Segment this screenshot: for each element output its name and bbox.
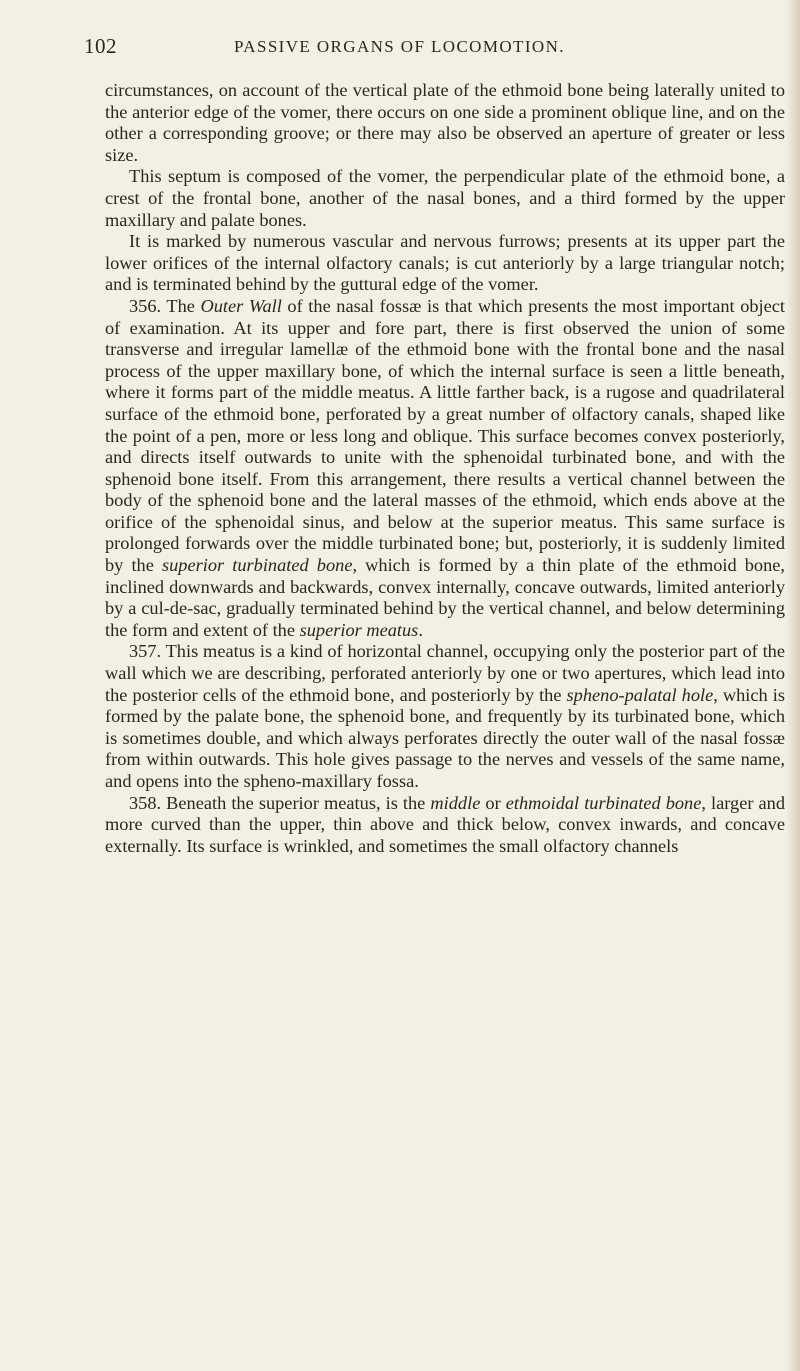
page-header — [84, 34, 764, 62]
text-run: or — [480, 792, 506, 813]
text-run: , larger and more curved than the upper, thin above and thick below, convex inwards, and concave externally. Its surface is wrinkled, and sometimes the small olfactory channels — [105, 792, 786, 856]
text-run: 357. This meatus is a kind of horizontal channel, occupying only the posterior part of the wall which we are describing, perforated anteriorly by one or two apertures, which lead into the posterior cells of the ethmoid bone, and posteriorly by the — [105, 641, 785, 705]
text-run: 358. Beneath the superior meatus, is the — [129, 792, 431, 813]
paragraph-continuation — [105, 80, 785, 166]
text-run: . — [418, 619, 423, 640]
page-edge-shadow — [786, 0, 800, 1371]
paragraph-356-outer-wall — [105, 296, 785, 642]
body-text — [105, 80, 785, 857]
italic-term-outer-wall: Outer Wall — [200, 295, 282, 316]
italic-term-middle: middle — [430, 792, 481, 813]
paragraph-septum-composition — [105, 166, 785, 231]
italic-term-superior-meatus: superior meatus — [299, 619, 419, 640]
paragraph-357-meatus — [105, 641, 785, 792]
text-run: circumstances, on account of the vertical plate of the ethmoid bone being laterally united to the anterior edge of the vomer, there occurs on one side a prominent oblique line, and on the other a corresponding groove; or there may also be observed an aperture of greater or less size. — [105, 80, 785, 165]
text-run: This septum is composed of the vomer, the perpendicular plate of the ethmoid bone, a crest of the frontal bone, another of the nasal bones, and a third formed by the upper maxillary and palate bones. — [105, 166, 785, 230]
running-head-title: PASSIVE ORGANS OF LOCOMOTION. — [234, 37, 565, 56]
text-run: It is marked by numerous vascular and nervous furrows; presents at its upper part the lower orifices of the internal olfactory canals; is cut anteriorly by a large triangular notch; and is terminated behind by the guttural edge of the vomer. — [105, 231, 785, 295]
text-run: of the nasal fossæ is that which presents the most important object of examination. At its upper and fore part, there is first observed the union of some transverse and irregular lamellæ of the ethmoid bone with the frontal bone and the nasal process of the upper maxillary bone, of which the internal surface is seen a little beneath, where it forms part of the middle meatus. A little farther back, is a rugose and quadrilateral surface of the ethmoid bone, perforated by a great number of olfactory canals, shaped like the point of a pen, more or less long and oblique. This surface becomes convex posteriorly, and directs itself outwards to unite with the sphenoidal turbinated bone, and with the sphenoid bone itself. From this arrangement, there results a vertical channel between the body of the sphenoid bone and the lateral masses of the ethmoid, which ends above at the orifice of the sphenoidal sinus, and below at the superior meatus. This same surface is prolonged forwards over the middle turbinated bone; but, posteriorly, it is suddenly limited by the — [105, 295, 786, 576]
italic-term-superior-turbinated-bone: superior turbinated bone — [161, 555, 353, 576]
text-run: 356. The — [129, 295, 201, 316]
italic-term-spheno-palatal-hole: spheno-palatal hole — [566, 684, 714, 705]
paragraph-358-middle-turbinated — [105, 793, 785, 858]
text-run: , which is formed by the palate bone, the sphenoid bone, and frequently by its turbinated bone, which is sometimes double, and which always perforates directly the outer wall of the nasal fossæ from within outwards. This hole gives passage to the nerves and vessels of the same name, and opens into the spheno-maxillary fossa. — [105, 684, 785, 791]
page-number: 102 — [84, 34, 117, 58]
paragraph-septum-furrows — [105, 231, 785, 296]
italic-term-ethmoidal-turbinated-bone: ethmoidal turbinated bone — [505, 792, 702, 813]
text-run: , which is formed by a thin plate of the ethmoid bone, inclined downwards and backwards, convex internally, concave outwards, limited anteriorly by a cul-de-sac, gradually terminated behind by the vertical channel, and below determining the form and extent of the — [105, 555, 785, 640]
